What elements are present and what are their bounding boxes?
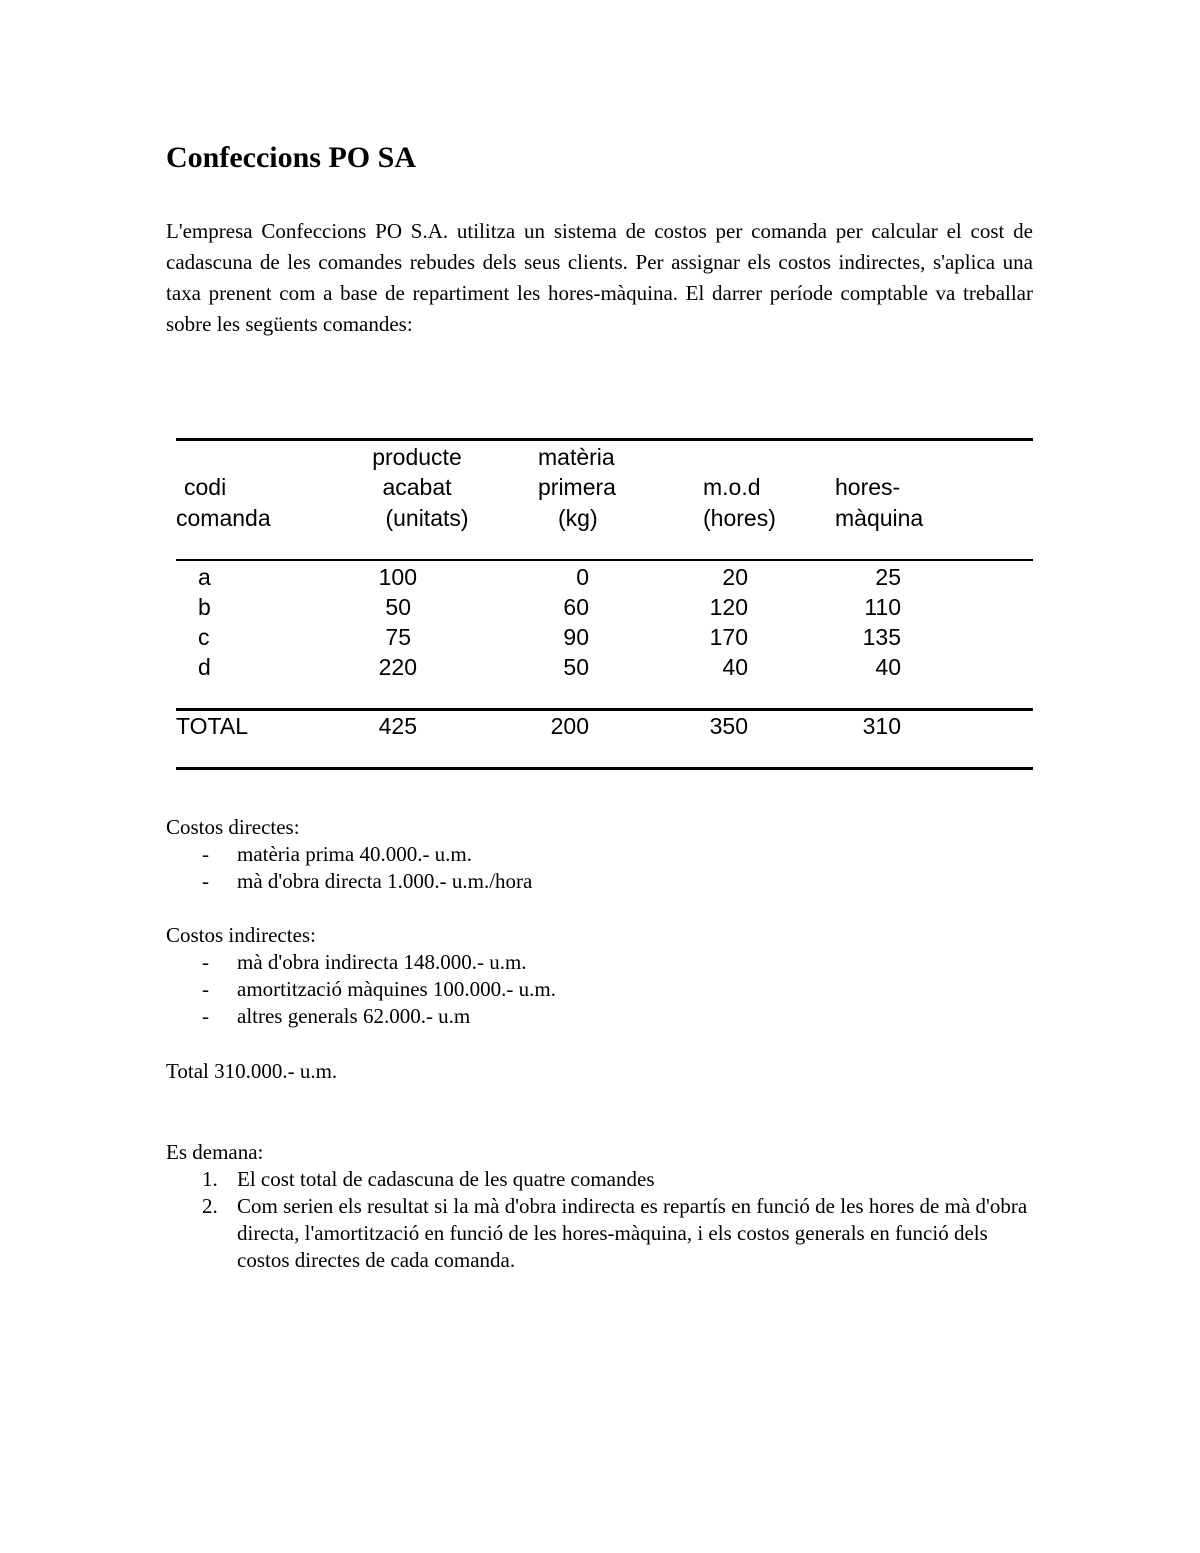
- header-codi-line2: comanda: [176, 505, 271, 531]
- list-item-text: El cost total de cadascuna de les quatre comandes: [237, 1167, 655, 1191]
- dash-bullet: -: [202, 1004, 209, 1028]
- list-item-text: altres generals 62.000.- u.m: [237, 1004, 471, 1028]
- cell-hm: 40: [875, 654, 901, 680]
- list-item-text: mà d'obra indirecta 148.000.- u.m.: [237, 950, 527, 974]
- cell-codi: a: [198, 564, 211, 590]
- list-item: [166, 868, 532, 895]
- total-producte: 425: [378, 713, 417, 739]
- cell-materia: 60: [563, 594, 589, 620]
- header-producte-line3: (unitats): [385, 505, 469, 531]
- intro-paragraph: L'empresa Confeccions PO S.A. utilitza un sistema de costos per comanda per calcular el cost de cadascuna de les comandes rebudes dels seus clients. Per assignar els costos indirectes, s'aplica una taxa prenent com a base de repartiment les hores-màquina. El darrer període comptable va treballar sobre les següents comandes:: [166, 219, 1033, 336]
- header-materia-line1: matèria: [538, 444, 615, 470]
- costos-directes-section: [166, 814, 532, 895]
- cell-mod: 20: [722, 564, 748, 590]
- cell-mod: 170: [709, 624, 748, 650]
- header-mod-line2: (hores): [703, 505, 776, 531]
- header-codi-line1: codi: [184, 474, 227, 500]
- cell-mod: 120: [709, 594, 748, 620]
- dash-bullet: -: [202, 950, 209, 974]
- list-item: [166, 976, 556, 1003]
- header-materia-line3: (kg): [558, 505, 598, 531]
- list-item-text: Com serien els resultat si la mà d'obra indirecta es repartís en funció de les hores de mà d'obra directa, l'amortització en funció de les hores-màquina, i els costos generals en funció dels costos directes de cada comanda.: [237, 1194, 1028, 1272]
- costos-indirectes-section: [166, 922, 556, 1030]
- cell-hm: 135: [862, 624, 901, 650]
- header-producte-line2: acabat: [382, 474, 452, 500]
- cell-materia: 50: [563, 654, 589, 680]
- es-demana-section: [166, 1139, 1037, 1274]
- total-section: [166, 1058, 337, 1085]
- cell-codi: b: [198, 594, 211, 620]
- list-item: [166, 949, 556, 976]
- header-hm-line1: hores-: [835, 474, 901, 500]
- cell-producte: 50: [385, 594, 411, 620]
- list-item: [166, 1003, 556, 1030]
- table-total-rule: [176, 708, 1033, 711]
- dash-bullet: -: [202, 842, 209, 866]
- header-hm-line2: màquina: [835, 505, 924, 531]
- page-title: Confeccions PO SA: [166, 141, 416, 174]
- cell-hm: 25: [875, 564, 901, 590]
- total-mod: 350: [709, 713, 748, 739]
- cell-producte: 220: [378, 654, 417, 680]
- cell-hm: 110: [864, 594, 901, 620]
- cell-codi: d: [198, 654, 211, 680]
- list-item-text: amortització màquines 100.000.- u.m.: [237, 977, 557, 1001]
- dash-bullet: -: [202, 977, 209, 1001]
- costos-directes-heading: Costos directes:: [166, 815, 300, 839]
- header-producte-line1: producte: [372, 444, 462, 470]
- dash-bullet: -: [202, 869, 209, 893]
- cell-producte: 100: [378, 564, 417, 590]
- list-item: [166, 841, 532, 868]
- es-demana-heading: Es demana:: [166, 1140, 264, 1164]
- cell-materia: 90: [563, 624, 589, 650]
- table-top-rule: [176, 438, 1033, 441]
- cell-producte: 75: [385, 624, 411, 650]
- list-item-text: mà d'obra directa 1.000.- u.m./hora: [237, 869, 533, 893]
- header-mod-line1: m.o.d: [703, 474, 761, 500]
- orders-table: [176, 438, 1033, 771]
- list-number: 2.: [202, 1194, 218, 1218]
- total-line: Total 310.000.- u.m.: [166, 1059, 338, 1083]
- cell-codi: c: [198, 624, 210, 650]
- table-header-rule: [176, 559, 1033, 561]
- list-number: 1.: [202, 1167, 218, 1191]
- cell-materia: 0: [576, 564, 589, 590]
- total-label: TOTAL: [176, 713, 248, 739]
- header-materia-line2: primera: [538, 474, 616, 500]
- costos-indirectes-heading: Costos indirectes:: [166, 923, 316, 947]
- total-hm: 310: [862, 713, 901, 739]
- table-bottom-rule: [176, 767, 1033, 770]
- cell-mod: 40: [722, 654, 748, 680]
- list-item: [166, 1166, 1037, 1193]
- list-item-text: matèria prima 40.000.- u.m.: [237, 842, 473, 866]
- list-item: [166, 1193, 1037, 1274]
- total-materia: 200: [550, 713, 589, 739]
